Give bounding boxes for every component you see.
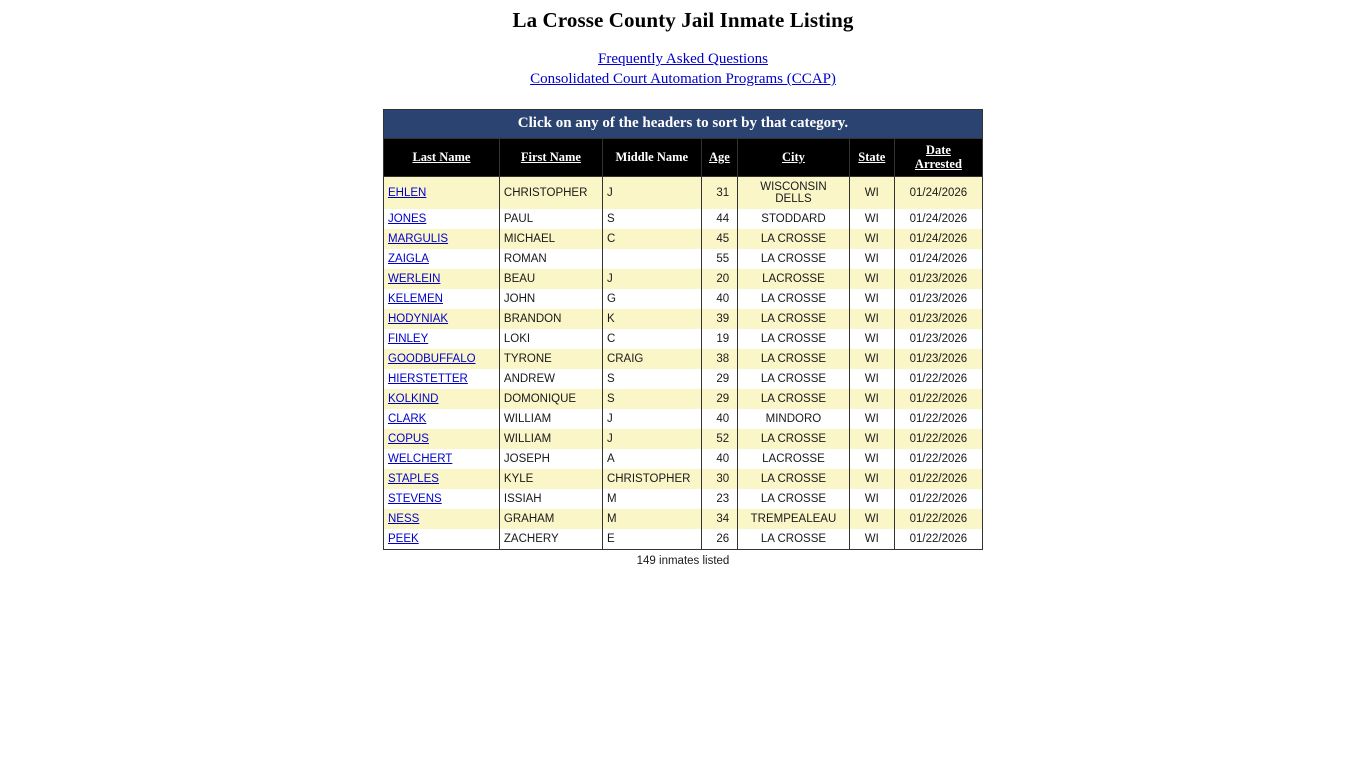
cell-state: WI	[849, 489, 894, 509]
sort-instruction-banner	[384, 110, 983, 139]
cell-date-arrested: 01/23/2026	[894, 289, 982, 309]
cell-age: 45	[701, 229, 737, 249]
column-header-age[interactable]	[701, 139, 737, 177]
cell-state: WI	[849, 269, 894, 289]
cell-city: LA CROSSE	[738, 529, 850, 550]
table-row	[384, 429, 983, 449]
cell-last-name	[384, 229, 500, 249]
cell-date-arrested: 01/22/2026	[894, 429, 982, 449]
column-header-date-arrested[interactable]	[894, 139, 982, 177]
ccap-link[interactable]: Consolidated Court Automation Programs (CCAP)	[530, 71, 836, 87]
cell-last-name	[384, 269, 500, 289]
cell-age: 38	[701, 349, 737, 369]
cell-first-name: ROMAN	[499, 249, 602, 269]
table-row	[384, 349, 983, 369]
table-row	[384, 409, 983, 429]
cell-last-name	[384, 469, 500, 489]
cell-state: WI	[849, 289, 894, 309]
inmate-detail-link[interactable]: COPUS	[388, 433, 429, 445]
inmate-detail-link[interactable]: JONES	[388, 213, 427, 225]
cell-first-name: JOSEPH	[499, 449, 602, 469]
cell-middle-name: J	[602, 409, 701, 429]
cell-city: LA CROSSE	[738, 489, 850, 509]
table-row	[384, 249, 983, 269]
cell-city: LA CROSSE	[738, 329, 850, 349]
column-header-middle-name[interactable]	[602, 139, 701, 177]
cell-age: 29	[701, 369, 737, 389]
inmate-detail-link[interactable]: STEVENS	[388, 493, 442, 505]
cell-middle-name: CHRISTOPHER	[602, 469, 701, 489]
cell-age: 40	[701, 289, 737, 309]
cell-age: 23	[701, 489, 737, 509]
cell-age: 55	[701, 249, 737, 269]
cell-city: LA CROSSE	[738, 429, 850, 449]
cell-last-name	[384, 349, 500, 369]
cell-city: MINDORO	[738, 409, 850, 429]
cell-last-name	[384, 449, 500, 469]
cell-last-name	[384, 529, 500, 550]
cell-middle-name: K	[602, 309, 701, 329]
faq-link[interactable]: Frequently Asked Questions	[598, 51, 768, 67]
table-header-row	[384, 139, 983, 177]
inmate-count-footer: 149 inmates listed	[636, 555, 730, 567]
inmate-detail-link[interactable]: FINLEY	[388, 333, 429, 345]
cell-date-arrested: 01/22/2026	[894, 469, 982, 489]
table-row	[384, 269, 983, 289]
cell-last-name	[384, 409, 500, 429]
cell-age: 40	[701, 409, 737, 429]
cell-state: WI	[849, 177, 894, 210]
inmate-detail-link[interactable]: MARGULIS	[388, 233, 449, 245]
cell-middle-name: CRAIG	[602, 349, 701, 369]
column-header-last-name[interactable]	[384, 139, 500, 177]
cell-city: LACROSSE	[738, 449, 850, 469]
column-header-date-arrested-line2[interactable]: Arrested	[914, 157, 962, 171]
cell-state: WI	[849, 429, 894, 449]
cell-city: LA CROSSE	[738, 309, 850, 329]
cell-last-name	[384, 429, 500, 449]
cell-first-name: KYLE	[499, 469, 602, 489]
cell-middle-name: A	[602, 449, 701, 469]
inmate-detail-link[interactable]: CLARK	[388, 413, 427, 425]
table-row	[384, 469, 983, 489]
cell-date-arrested: 01/22/2026	[894, 449, 982, 469]
table-row	[384, 177, 983, 210]
table-row	[384, 389, 983, 409]
cell-city: LA CROSSE	[738, 389, 850, 409]
cell-age: 39	[701, 309, 737, 329]
table-row	[384, 329, 983, 349]
cell-state: WI	[849, 209, 894, 229]
cell-city: LA CROSSE	[738, 369, 850, 389]
cell-state: WI	[849, 249, 894, 269]
cell-middle-name: M	[602, 489, 701, 509]
cell-state: WI	[849, 349, 894, 369]
cell-first-name: LOKI	[499, 329, 602, 349]
inmate-detail-link[interactable]: KOLKIND	[388, 393, 439, 405]
cell-state: WI	[849, 389, 894, 409]
cell-middle-name: E	[602, 529, 701, 550]
cell-middle-name: S	[602, 389, 701, 409]
cell-city: STODDARD	[738, 209, 850, 229]
table-row	[384, 289, 983, 309]
table-row	[384, 209, 983, 229]
cell-age: 52	[701, 429, 737, 449]
cell-middle-name: G	[602, 289, 701, 309]
cell-first-name: JOHN	[499, 289, 602, 309]
cell-city: WISCONSIN DELLS	[738, 177, 850, 210]
cell-age: 44	[701, 209, 737, 229]
inmate-detail-link[interactable]: ZAIGLA	[388, 253, 429, 265]
cell-age: 40	[701, 449, 737, 469]
inmate-detail-link[interactable]: HIERSTETTER	[388, 373, 468, 385]
cell-first-name: CHRISTOPHER	[499, 177, 602, 210]
table-row	[384, 489, 983, 509]
cell-state: WI	[849, 449, 894, 469]
cell-state: WI	[849, 329, 894, 349]
cell-city: LA CROSSE	[738, 249, 850, 269]
cell-middle-name: C	[602, 229, 701, 249]
cell-first-name: ISSIAH	[499, 489, 602, 509]
cell-date-arrested: 01/24/2026	[894, 177, 982, 210]
cell-last-name	[384, 369, 500, 389]
cell-age: 20	[701, 269, 737, 289]
cell-first-name: GRAHAM	[499, 509, 602, 529]
cell-first-name: BRANDON	[499, 309, 602, 329]
cell-middle-name: S	[602, 209, 701, 229]
column-header-date-arrested-line1[interactable]: Date	[925, 143, 951, 157]
cell-first-name: TYRONE	[499, 349, 602, 369]
cell-first-name: BEAU	[499, 269, 602, 289]
cell-date-arrested: 01/22/2026	[894, 409, 982, 429]
cell-first-name: WILLIAM	[499, 429, 602, 449]
cell-last-name	[384, 389, 500, 409]
table-row	[384, 229, 983, 249]
cell-date-arrested: 01/22/2026	[894, 389, 982, 409]
column-header-city[interactable]	[738, 139, 850, 177]
cell-last-name	[384, 309, 500, 329]
inmate-detail-link[interactable]: KELEMEN	[388, 293, 443, 305]
inmate-detail-link[interactable]: NESS	[388, 513, 420, 525]
inmate-listing-table	[383, 109, 983, 550]
inmate-detail-link[interactable]: EHLEN	[388, 187, 427, 199]
cell-city: LA CROSSE	[738, 229, 850, 249]
cell-city: LACROSSE	[738, 269, 850, 289]
inmate-detail-link[interactable]: WERLEIN	[388, 273, 441, 285]
cell-city: LA CROSSE	[738, 289, 850, 309]
cell-state: WI	[849, 409, 894, 429]
cell-age: 31	[701, 177, 737, 210]
column-header-first-name[interactable]	[499, 139, 602, 177]
cell-last-name	[384, 489, 500, 509]
column-header-state-label[interactable]: State	[858, 150, 886, 164]
cell-middle-name: J	[602, 177, 701, 210]
table-row	[384, 369, 983, 389]
cell-date-arrested: 01/22/2026	[894, 369, 982, 389]
cell-state: WI	[849, 529, 894, 550]
cell-last-name	[384, 329, 500, 349]
cell-age: 26	[701, 529, 737, 550]
cell-city: TREMPEALEAU	[738, 509, 850, 529]
table-row	[384, 529, 983, 550]
table-row	[384, 309, 983, 329]
cell-last-name	[384, 509, 500, 529]
cell-middle-name: M	[602, 509, 701, 529]
cell-first-name: WILLIAM	[499, 409, 602, 429]
cell-date-arrested: 01/23/2026	[894, 349, 982, 369]
cell-date-arrested: 01/24/2026	[894, 209, 982, 229]
cell-date-arrested: 01/24/2026	[894, 249, 982, 269]
column-header-first-name-label[interactable]: First Name	[520, 150, 581, 164]
cell-middle-name: J	[602, 429, 701, 449]
cell-middle-name	[602, 249, 701, 269]
cell-city: LA CROSSE	[738, 469, 850, 489]
inmate-detail-link[interactable]: HODYNIAK	[388, 313, 449, 325]
cell-last-name	[384, 177, 500, 210]
header-links	[0, 49, 1366, 89]
inmate-detail-link[interactable]: GOODBUFFALO	[388, 353, 476, 365]
cell-first-name: DOMONIQUE	[499, 389, 602, 409]
cell-state: WI	[849, 509, 894, 529]
cell-date-arrested: 01/23/2026	[894, 269, 982, 289]
page-title: La Crosse County Jail Inmate Listing	[512, 8, 854, 32]
cell-date-arrested: 01/22/2026	[894, 509, 982, 529]
column-header-last-name-label[interactable]: Last Name	[412, 150, 471, 164]
inmate-detail-link[interactable]: PEEK	[388, 533, 419, 545]
cell-age: 30	[701, 469, 737, 489]
cell-state: WI	[849, 469, 894, 489]
cell-date-arrested: 01/22/2026	[894, 489, 982, 509]
cell-first-name: ANDREW	[499, 369, 602, 389]
cell-date-arrested: 01/23/2026	[894, 329, 982, 349]
cell-date-arrested: 01/24/2026	[894, 229, 982, 249]
column-header-state[interactable]	[849, 139, 894, 177]
column-header-middle-name-label: Middle Name	[615, 150, 689, 164]
cell-state: WI	[849, 309, 894, 329]
table-row	[384, 449, 983, 469]
table-row	[384, 509, 983, 529]
cell-last-name	[384, 289, 500, 309]
column-header-age-label[interactable]: Age	[709, 150, 730, 164]
cell-date-arrested: 01/23/2026	[894, 309, 982, 329]
cell-first-name: ZACHERY	[499, 529, 602, 550]
cell-date-arrested: 01/22/2026	[894, 529, 982, 550]
inmate-detail-link[interactable]: STAPLES	[388, 473, 439, 485]
cell-state: WI	[849, 229, 894, 249]
column-header-city-label[interactable]: City	[782, 150, 805, 164]
inmate-listing-body	[384, 177, 983, 550]
cell-city: LA CROSSE	[738, 349, 850, 369]
cell-last-name	[384, 209, 500, 229]
cell-age: 19	[701, 329, 737, 349]
cell-first-name: MICHAEL	[499, 229, 602, 249]
cell-middle-name: J	[602, 269, 701, 289]
cell-state: WI	[849, 369, 894, 389]
cell-first-name: PAUL	[499, 209, 602, 229]
cell-middle-name: S	[602, 369, 701, 389]
sort-instruction-text: Click on any of the headers to sort by that category.	[384, 110, 983, 139]
inmate-detail-link[interactable]: WELCHERT	[388, 453, 453, 465]
cell-middle-name: C	[602, 329, 701, 349]
cell-age: 29	[701, 389, 737, 409]
cell-last-name	[384, 249, 500, 269]
cell-age: 34	[701, 509, 737, 529]
inmate-listing-container	[383, 109, 983, 567]
